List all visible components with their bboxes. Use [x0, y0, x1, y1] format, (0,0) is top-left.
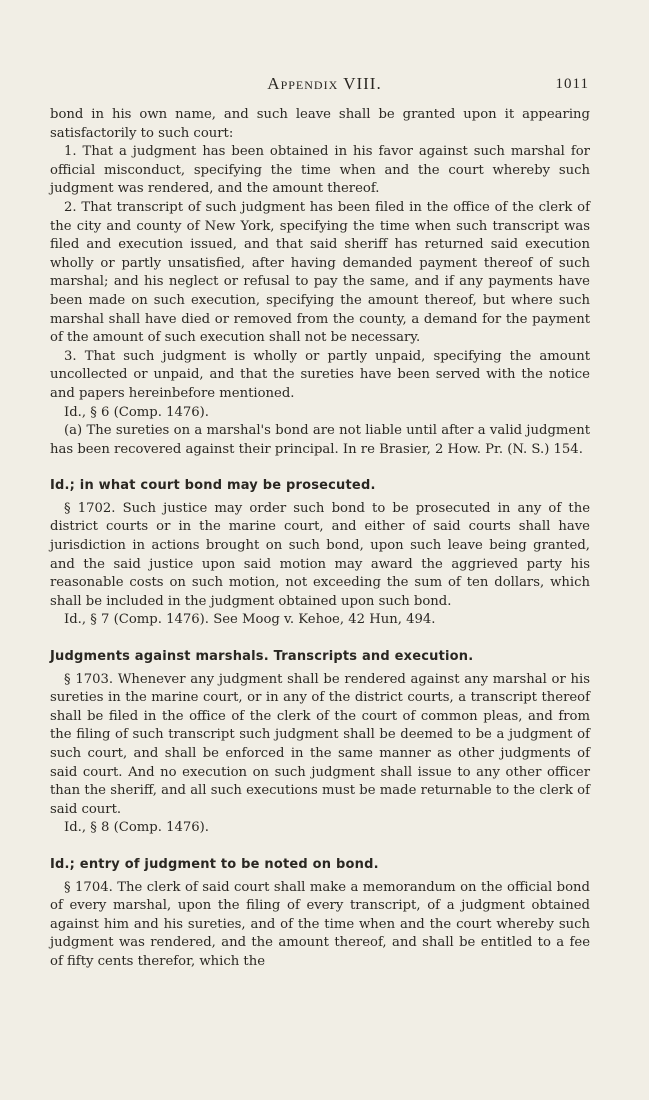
page-header — [0, 74, 649, 98]
page-number: 1011 — [555, 76, 589, 92]
section-1704: § 1704. The clerk of said court shall make a memorandum on the official bond of every marshal, upon the filing of every transcript, of a judgment obtained against him and his sureties, and of the time when and the court whereby such judgment was rendered, and the amount thereof, and shall be entitled to a fee of fifty cents therefor, which the — [50, 879, 590, 969]
section-1703: § 1703. Whenever any judgment shall be rendered against any marshal or his sureties in the marine court, or in any of the district courts, a transcript thereof shall be filed in the office of the clerk of the court of common pleas, and from the filing of such transcript such judgment shall be deemed to be a judgment of such court, and shall be enforced in the same manner as other judgments of said court. And no execution on such judgment shall issue to any other officer than the sheriff, and all such executions must be made returnable to the clerk of said court. — [50, 671, 590, 817]
paragraph-continuation: bond in his own name, and such leave shall be granted upon it appearing satisfactorily to such court: — [50, 107, 590, 141]
paragraph-item-2: 2. That transcript of such judgment has been filed in the office of the clerk of the city and county of New York, specifying the time when such transcript was filed and execution issued, and that said sheriff has returned said execution wholly or partly unsatisfied, after having demanded payment thereof of such marshal; and his neglect or refusal to pay the same, and if any payments have been made on such execution, specifying the amount thereof, but where such marshal shall have died or removed from the county, a demand for the payment of the amount of such execution shall not be necessary. — [50, 199, 590, 346]
section-heading: Id.; in what court bond may be prosecuted. — [50, 478, 376, 494]
paragraph-item-3: 3. That such judgment is wholly or partly unpaid, specifying the amount uncollected or unpaid, and that the sureties have been served with the notice and papers hereinbefore mentioned. — [50, 348, 590, 401]
section-heading: Id.; entry of judgment to be noted on bond. — [50, 856, 379, 872]
annotation-note: (a) The sureties on a marshal's bond are not liable until after a valid judgment has been recovered against their principal. In re Brasier, 2 How. Pr. (N. S.) 154. — [50, 423, 590, 457]
paragraph-item-1: 1. That a judgment has been obtained in his favor against such marshal for official misconduct, specifying the time when and the court whereby such judgment was rendered, and the amount thereof. — [50, 144, 590, 197]
section-1702: § 1702. Such justice may order such bond to be prosecuted in any of the district courts or in the marine court, and either of said courts shall have jurisdiction in actions brought on such bond, upon such leave being granted, and the said justice upon said motion may award the aggrieved party his reasonable costs on such motion, not exceeding the sum of ten dollars, which shall be included in the judgment obtained upon such bond. — [50, 500, 590, 609]
citation: Id., § 7 (Comp. 1476). See Moog v. Kehoe, 42 Hun, 494. — [64, 612, 436, 628]
citation: Id., § 6 (Comp. 1476). — [64, 404, 209, 420]
citation: Id., § 8 (Comp. 1476). — [64, 820, 209, 836]
body-text — [50, 106, 590, 972]
running-title: Appendix VIII. — [267, 74, 382, 93]
section-heading: Judgments against marshals. Transcripts and execution. — [50, 649, 474, 665]
